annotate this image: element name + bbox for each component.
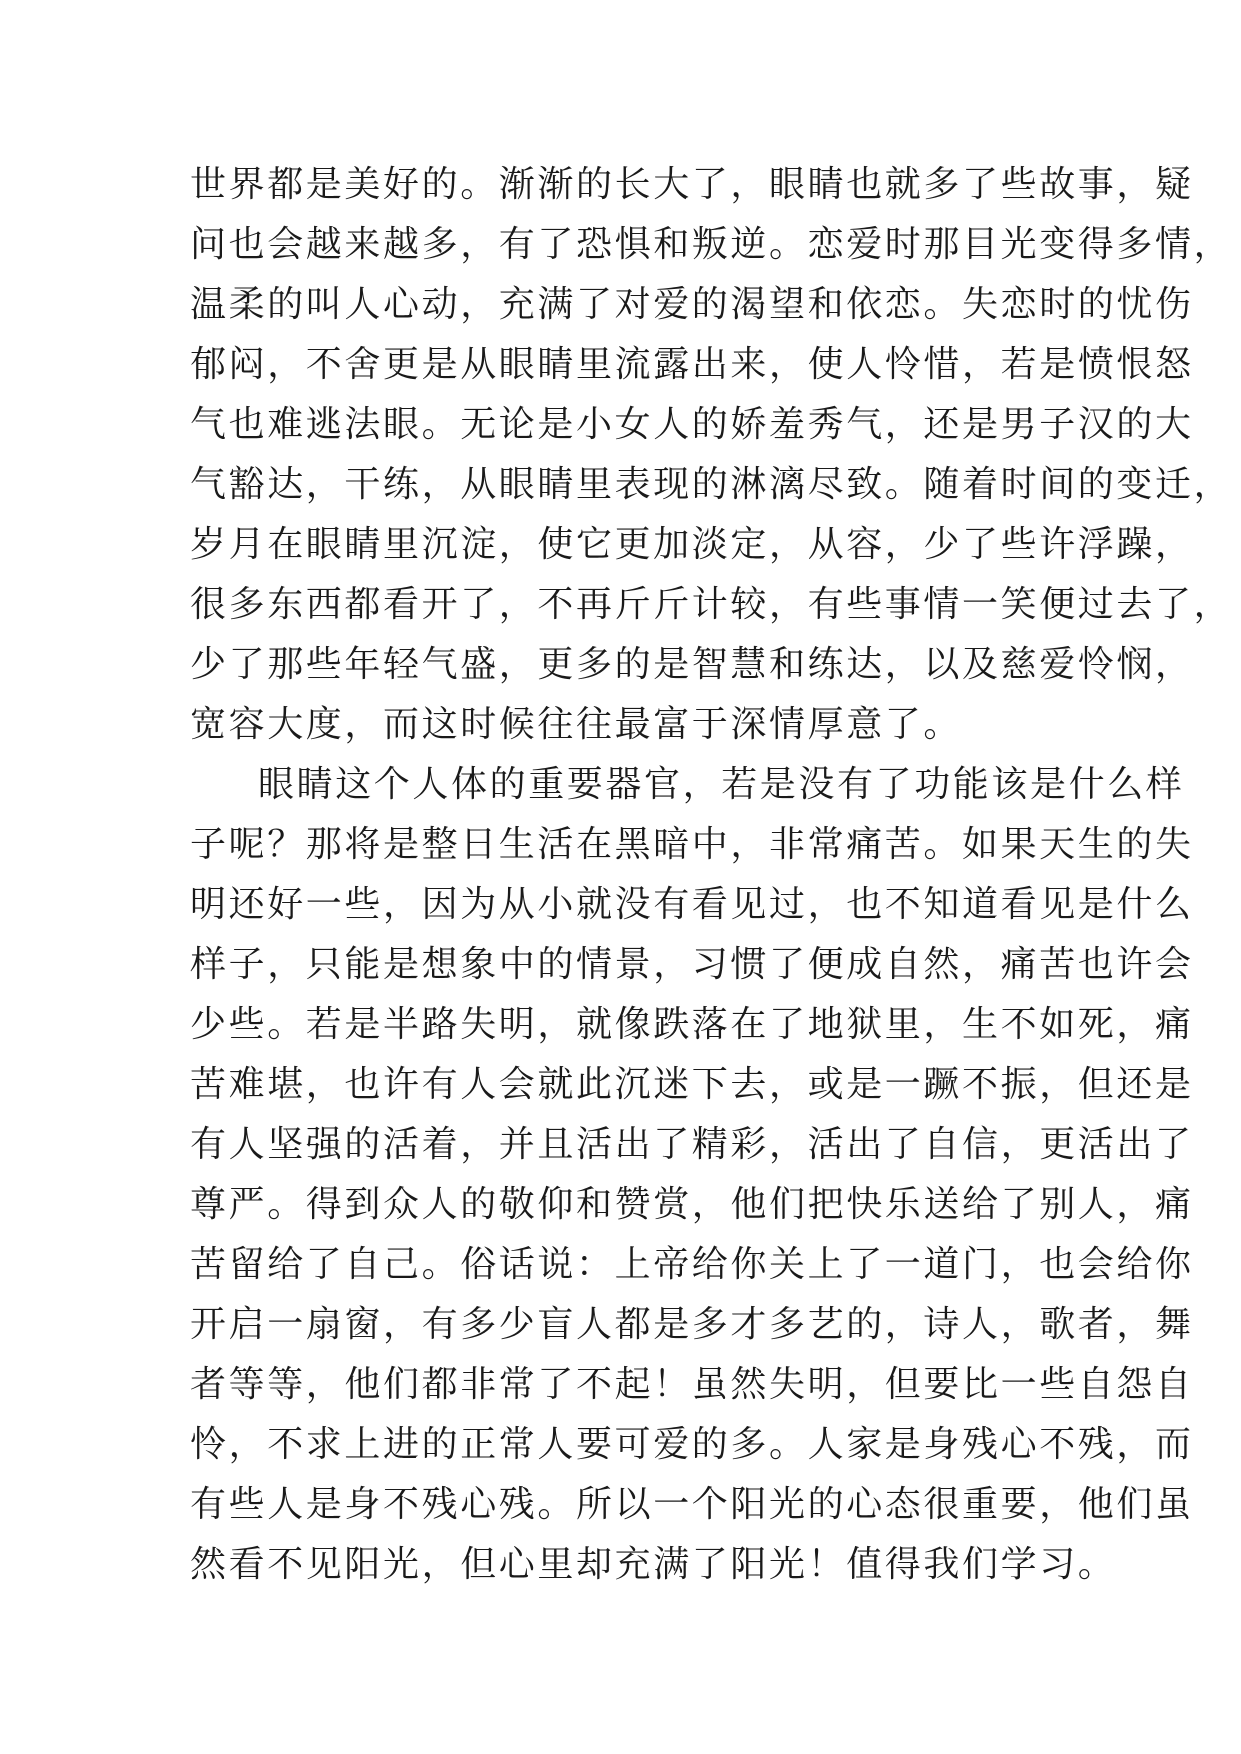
paragraph-continued	[190, 155, 1233, 755]
text-line: 有些人是身不残心残。所以一个阳光的心态很重要，他们虽	[190, 1484, 1194, 1525]
text-line: 世界都是美好的。渐渐的长大了，眼睛也就多了些故事，疑	[190, 164, 1194, 205]
text-line: 然看不见阳光，但心里却充满了阳光！值得我们学习。	[190, 1544, 1117, 1585]
text-line: 子呢？那将是整日生活在黑暗中，非常痛苦。如果天生的失	[190, 824, 1194, 865]
text-line: 苦难堪，也许有人会就此沉迷下去，或是一蹶不振，但还是	[190, 1064, 1194, 1105]
text-line: 岁月在眼睛里沉淀，使它更加淡定，从容，少了些许浮躁，	[190, 524, 1194, 565]
text-line: 怜，不求上进的正常人要可爱的多。人家是身残心不残，而	[190, 1424, 1194, 1465]
text-line: 样子，只能是想象中的情景，习惯了便成自然，痛苦也许会	[190, 944, 1194, 985]
text-line: 问也会越来越多，有了恐惧和叛逆。恋爱时那目光变得多情，	[190, 224, 1233, 265]
text-line: 苦留给了自己。俗话说：上帝给你关上了一道门，也会给你	[190, 1244, 1194, 1285]
text-line: 很多东西都看开了，不再斤斤计较，有些事情一笑便过去了，	[190, 584, 1233, 625]
paragraph	[190, 755, 1194, 1595]
text-line: 尊严。得到众人的敬仰和赞赏，他们把快乐送给了别人，痛	[190, 1184, 1194, 1225]
text-line: 郁闷，不舍更是从眼睛里流露出来，使人怜惜，若是愤恨怒	[190, 344, 1194, 385]
text-line: 温柔的叫人心动，充满了对爱的渴望和依恋。失恋时的忧伤	[190, 284, 1194, 325]
text-line: 气豁达，干练，从眼睛里表现的淋漓尽致。随着时间的变迁，	[190, 464, 1233, 505]
text-line: 少了那些年轻气盛，更多的是智慧和练达，以及慈爱怜悯，	[190, 644, 1194, 685]
text-line: 少些。若是半路失明，就像跌落在了地狱里，生不如死，痛	[190, 1004, 1194, 1045]
text-line: 眼睛这个人体的重要器官，若是没有了功能该是什么样	[258, 764, 1185, 805]
text-line: 气也难逃法眼。无论是小女人的娇羞秀气，还是男子汉的大	[190, 404, 1194, 445]
text-line: 者等等，他们都非常了不起！虽然失明，但要比一些自怨自	[190, 1364, 1194, 1405]
text-line: 开启一扇窗，有多少盲人都是多才多艺的，诗人，歌者，舞	[190, 1304, 1194, 1345]
document-body	[190, 155, 1233, 1595]
text-line: 有人坚强的活着，并且活出了精彩，活出了自信，更活出了	[190, 1124, 1194, 1165]
text-line: 宽容大度，而这时候往往最富于深情厚意了。	[190, 704, 963, 745]
text-line: 明还好一些，因为从小就没有看见过，也不知道看见是什么	[190, 884, 1194, 925]
